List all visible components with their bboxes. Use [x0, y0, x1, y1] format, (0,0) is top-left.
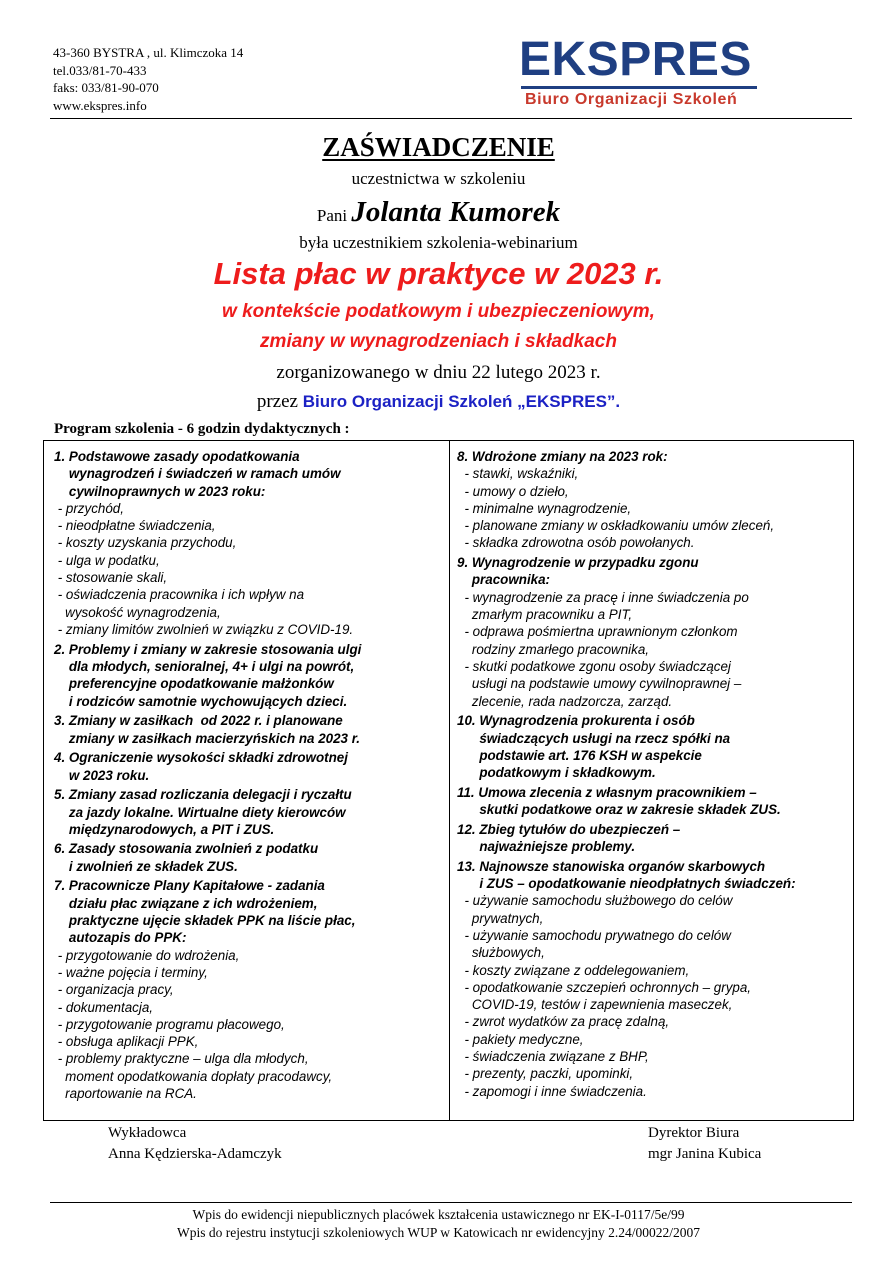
program-item-title: 9. Wynagrodzenie w przypadku zgonu pracownika:	[457, 555, 699, 588]
organizer-name: Biuro Organizacji Szkoleń „EKSPRES”.	[302, 392, 621, 411]
program-item	[457, 858, 849, 1100]
header-address	[53, 44, 243, 114]
director-name: mgr Janina Kubica	[648, 1146, 762, 1162]
program-bullet: - koszty związane z oddelegowaniem,	[457, 962, 690, 978]
program-item	[457, 448, 849, 552]
program-item	[457, 712, 849, 781]
program-table	[43, 440, 854, 1121]
program-bullet: - świadczenia związane z BHP,	[457, 1049, 649, 1065]
program-bullet: - przygotowanie do wdrożenia,	[54, 947, 240, 963]
program-item	[54, 448, 444, 638]
program-item-title: 13. Najnowsze stanowiska organów skarbowych i ZUS – opodatkowanie nieodpłatnych świadczeń:	[457, 858, 796, 892]
program-bullet: - przychód,	[54, 500, 124, 516]
program-right-column	[457, 448, 849, 1102]
ekspres-logo	[517, 33, 761, 114]
address-line: 43-360 BYSTRA , ul. Klimczoka 14	[53, 45, 244, 60]
date-line: zorganizowanego w dniu 22 lutego 2023 r.	[276, 362, 601, 383]
program-left-column	[54, 448, 444, 1105]
program-item-title: 1. Podstawowe zasady opodatkowania wynagrodzeń i świadczeń w ramach umów cywilnoprawnych w 2023 roku:	[54, 449, 341, 499]
program-bullet: - zmiany limitów zwolnień w związku z COVID-19.	[54, 621, 354, 637]
program-bullet: - wynagrodzenie za pracę i inne świadczenia po zmarłym pracowniku a PIT,	[464, 589, 749, 623]
website-line: www.ekspres.info	[53, 97, 147, 113]
program-bullet: - stawki, wskaźniki,	[457, 466, 579, 482]
program-bullet: - organizacja pracy,	[54, 982, 174, 998]
program-bullet: - opodatkowanie szczepień ochronnych – grypa, COVID-19, testów i zapewnienia maseczek,	[464, 979, 752, 1013]
lecturer-signature	[108, 1123, 282, 1165]
program-bullet: - zapomogi i inne świadczenia.	[457, 1083, 647, 1099]
director-role: Dyrektor Biura	[648, 1125, 740, 1141]
program-item	[54, 840, 444, 875]
program-bullet: - nieodpłatne świadczenia,	[54, 518, 216, 534]
program-item	[457, 554, 849, 710]
salutation: Pani	[316, 206, 348, 225]
program-bullet: - stosowanie skali,	[54, 570, 168, 586]
footer	[0, 1206, 877, 1242]
program-bullet: - używanie samochodu służbowego do celów prywatnych,	[464, 893, 733, 926]
program-bullet: - problemy praktyczne – ulga dla młodych, moment opodatkowania dopłaty pracodawcy, raportowanie na RCA.	[57, 1051, 333, 1102]
program-item	[457, 821, 849, 856]
organizer-line	[0, 391, 877, 413]
director-signature	[648, 1123, 761, 1165]
participant-line	[0, 196, 877, 229]
fax-line: faks: 033/81-90-070	[53, 80, 159, 95]
program-item-title: 12. Zbieg tytułów do ubezpieczeń – najważniejsze problemy.	[457, 821, 681, 855]
program-bullet: - dokumentacja,	[54, 999, 153, 1015]
logo-underline	[521, 86, 757, 89]
program-bullet: - oświadczenia pracownika i ich wpływ na wysokość wynagrodzenia,	[57, 587, 305, 620]
attended-text: była uczestnikiem szkolenia-webinarium	[299, 233, 578, 252]
program-bullet: - ulga w podatku,	[54, 552, 160, 568]
logo-wordmark: EKSPRES	[519, 33, 752, 86]
lecturer-role: Wykładowca	[108, 1125, 187, 1141]
program-item-title: 3. Zmiany w zasiłkach od 2022 r. i planowane zmiany w zasiłkach macierzyńskich na 2023 r.	[54, 713, 360, 746]
program-bullet: - składka zdrowotna osób powołanych.	[457, 535, 695, 551]
program-bullet: - odprawa pośmiertna uprawnionym członkom rodziny zmarłego pracownika,	[464, 624, 738, 657]
program-item-title: 5. Zmiany zasad rozliczania delegacji i ryczałtu za jazdy lokalne. Wirtualne diety kierowców międzynarodowych, a PIT i ZUS.	[54, 787, 352, 837]
program-item	[54, 712, 444, 747]
program-bullet: - umowy o dzieło,	[457, 483, 569, 499]
course-title: Lista płac w praktyce w 2023 r.	[213, 256, 664, 291]
program-item-title: 6. Zasady stosowania zwolnień z podatku i zwolnień ze składek ZUS.	[54, 841, 319, 874]
program-item-title: 4. Ograniczenie wysokości składki zdrowotnej w 2023 roku.	[54, 750, 348, 783]
program-bullet: - koszty uzyskania przychodu,	[54, 535, 237, 551]
program-item-title: 2. Problemy i zmiany w zakresie stosowania ulgi dla młodych, senioralnej, 4+ i ulgi na powrót, preferencyjne opodatkowanie małżonków i rodziców samotnie wychowujących dzieci.	[54, 641, 362, 709]
program-bullet: - obsługa aplikacji PPK,	[54, 1034, 199, 1050]
participant-name: Jolanta Kumorek	[351, 196, 561, 228]
program-bullet: - ważne pojęcia i terminy,	[54, 964, 208, 980]
program-item-title: 11. Umowa zlecenia z własnym pracownikiem – skutki podatkowe oraz w zakresie składek ZUS.	[457, 784, 781, 818]
course-subtitle-2: zmiany w wynagrodzeniach i składkach	[260, 331, 617, 352]
program-item	[54, 749, 444, 784]
header-divider	[50, 118, 852, 119]
program-bullet: - zwrot wydatków za pracę zdalną,	[457, 1014, 670, 1030]
program-bullet: - używanie samochodu prywatnego do celów służbowych,	[464, 927, 731, 961]
program-item-title: 10. Wynagrodzenia prokurenta i osób świadczących usługi na rzecz spółki na podstawie art. 176 KSH w aspekcie podatkowym i składkowym.	[457, 713, 731, 781]
program-bullet: - przygotowanie programu płacowego,	[54, 1016, 285, 1032]
program-item	[54, 641, 444, 710]
footer-registry-1: Wpis do ewidencji niepublicznych placówek kształcenia ustawicznego nr EK-I-0117/5e/99	[192, 1207, 685, 1222]
program-item-title: 8. Wdrożone zmiany na 2023 rok:	[457, 449, 668, 464]
program-bullet: - planowane zmiany w oskładkowaniu umów zleceń,	[457, 518, 775, 534]
lecturer-name: Anna Kędzierska-Adamczyk	[108, 1146, 282, 1162]
program-bullet: - minimalne wynagrodzenie,	[457, 500, 632, 516]
organizer-prefix: przez	[256, 391, 298, 412]
certificate-subtitle: uczestnictwa w szkoleniu	[351, 169, 526, 188]
program-bullet: - skutki podatkowe zgonu osoby świadczącej usługi na podstawie umowy cywilnoprawnej – zlecenie, rada nadzorcza, zarząd.	[464, 658, 742, 709]
program-bullet: - pakiety medyczne,	[457, 1031, 584, 1047]
course-subtitle-1: w kontekście podatkowym i ubezpieczeniowym,	[222, 301, 655, 322]
program-item	[54, 786, 444, 838]
program-item	[457, 784, 849, 819]
program-bullet: - prezenty, paczki, upominki,	[457, 1066, 634, 1082]
program-header: Program szkolenia - 6 godzin dydaktycznych :	[54, 421, 350, 437]
certificate-title: ZAŚWIADCZENIE	[322, 132, 555, 162]
program-item	[54, 877, 444, 1102]
program-item-title: 7. Pracownicze Plany Kapitałowe - zadania działu płac związane z ich wdrożeniem, praktyczne ujęcie składek PPK na liście płac, autozapis do PPK:	[54, 878, 356, 946]
footer-registry-2: Wpis do rejestru instytucji szkoleniowych WUP w Katowicach nr ewidencyjny 2.24/00022/2007	[176, 1225, 701, 1240]
logo-subtitle: Biuro Organizacji Szkoleń	[525, 91, 738, 108]
footer-divider	[50, 1202, 852, 1203]
phone-line: tel.033/81-70-433	[53, 62, 147, 78]
column-divider	[449, 441, 450, 1120]
